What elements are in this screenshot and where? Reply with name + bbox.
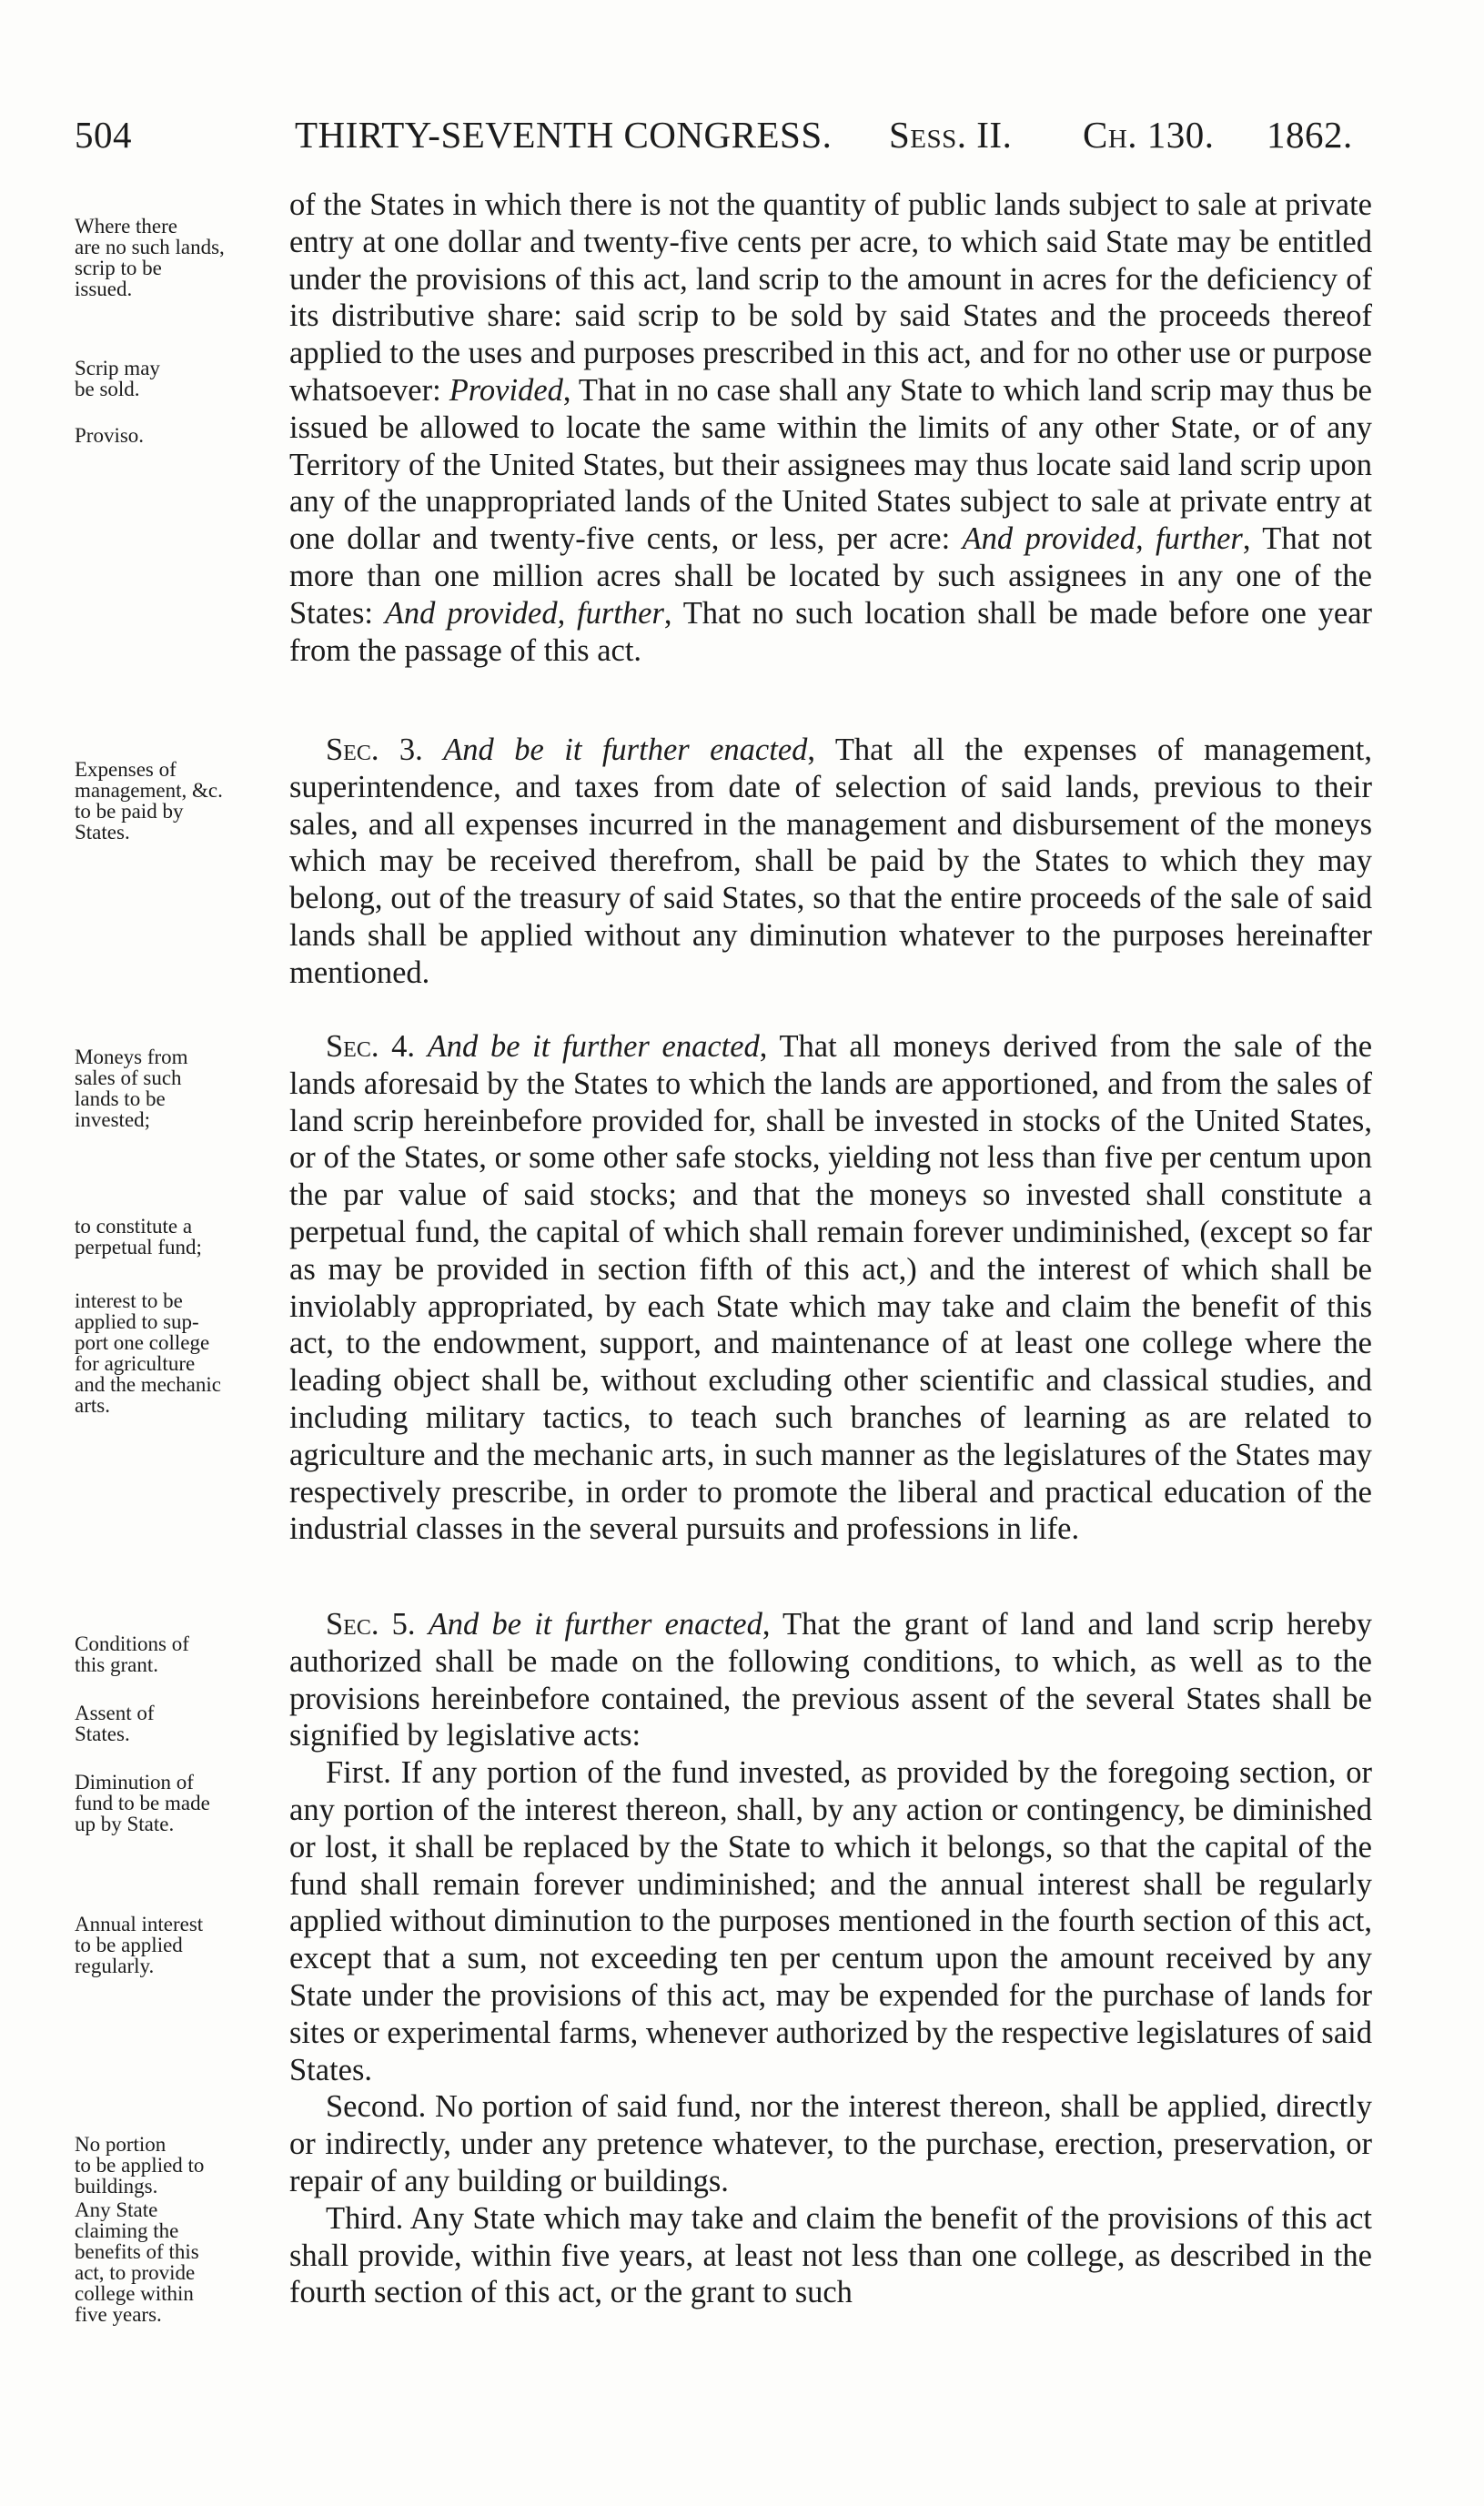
margin-note-line: Conditions of xyxy=(75,1632,189,1655)
margin-note-line: Assent of xyxy=(75,1702,155,1724)
margin-note-line: Proviso. xyxy=(75,424,145,447)
margin-note xyxy=(75,358,304,399)
margin-note-line: five years. xyxy=(75,2303,162,2326)
margin-note xyxy=(75,425,304,446)
margin-note-line: issued. xyxy=(75,278,133,300)
margin-note-line: States. xyxy=(75,821,130,844)
session-label: Sess. II. xyxy=(889,114,1013,156)
margin-note-line: scrip to be xyxy=(75,257,162,279)
section-text xyxy=(289,1028,1372,1548)
margin-note-line: Where there xyxy=(75,215,178,237)
paragraph: of the States in which there is not the quantity of public lands subject to sale at private entry at one dollar and twenty-five cents per acre, to which said State may be entitled under the provisions of this act, land scrip to the amount in acres for the deficiency of its distributive share: said scrip to be sold by said States and the proceeds thereof applied to the uses and purposes prescribed in this act, and for no other use or purpose whatsoever: Provided, That in no case shall any State to which land scrip may thus be issued be allowed to locate the same within the limits of any other State, or of any Territory of the United States, but their assignees may thus locate said land scrip upon any of the unappropriated lands of the United States subject to sale at private entry at one dollar and twenty-five cents, or less, per acre: And provided, further, That not more than one million acres shall be located by such assignees in any one of the States: And provided, further, That no such location shall be made before one year from the passage of this act. xyxy=(289,187,1373,668)
margin-note xyxy=(75,1046,304,1130)
margin-note xyxy=(75,2199,304,2325)
margin-note-line: lands to be xyxy=(75,1087,166,1110)
margin-note xyxy=(75,1216,304,1258)
margin-note-line: applied to sup- xyxy=(75,1310,199,1333)
margin-note-line: sales of such xyxy=(75,1066,182,1089)
margin-note-line: claiming the xyxy=(75,2219,179,2242)
section-text xyxy=(289,1606,1372,2311)
margin-note-line: to be applied xyxy=(75,1934,183,1956)
margin-note-line: to be applied to xyxy=(75,2154,205,2177)
margin-note-line: buildings. xyxy=(75,2175,158,2198)
margin-note xyxy=(75,759,304,843)
margin-note-line: up by State. xyxy=(75,1813,175,1835)
margin-note-line: perpetual fund; xyxy=(75,1236,202,1258)
margin-note-line: arts. xyxy=(75,1394,110,1417)
paragraph: Second. No portion of said fund, nor the interest thereon, shall be applied, directly or indirectly, under any pretence whatever, to the purchase, erection, preservation, or repair of any building or buildings. xyxy=(289,2089,1372,2198)
margin-note-line: Scrip may xyxy=(75,357,160,379)
margin-note-line: Moneys from xyxy=(75,1046,188,1068)
margin-note-line: benefits of this xyxy=(75,2240,199,2263)
margin-note-line: act, to provide xyxy=(75,2261,196,2284)
margin-note-line: management, &c. xyxy=(75,779,223,802)
paragraph: First. If any portion of the fund invested, as provided by the foregoing section, or any portion of the interest thereon, shall, by any action or contingency, be diminished or lost, it shall be replaced by the State to which it belongs, so that the capital of the fund shall remain forever undiminished; and the annual interest shall be regularly applied without diminution to the purposes mentioned in the fourth section of this act, except that a sum, not exceeding ten per centum upon the amount received by any State under the provisions of this act, may be expended for the purchase of lands for sites or experimental farms, whenever authorized by the respective legislatures of said States. xyxy=(289,1755,1372,2087)
margin-note-line: No portion xyxy=(75,2133,167,2156)
chapter-label: Ch. 130. xyxy=(1083,114,1215,156)
section-text xyxy=(289,187,1372,669)
paragraph: Sec. 4. And be it further enacted, That all moneys derived from the sale of the lands aforesaid by the States to which the lands are apportioned, and from the sales of land scrip hereinbefore provided for, shall be invested in stocks of the United States, or of the States, or some other safe stocks, yielding not less than five per centum upon the par value of said stocks; and that the moneys so invested shall constitute a perpetual fund, the capital of which shall remain forever undiminished, (except so far as may be provided in section fifth of this act,) and the interest of which shall be inviolably appropriated, by each State which may take and claim the benefit of this act, to the endowment, support, and maintenance of at least one college where the leading object shall be, without excluding other scientific and classical studies, and including military tactics, to teach such branches of learning as are related to agriculture and the mechanic arts, in such manner as the legislatures of the States may respectively prescribe, in order to promote the liberal and practical education of the industrial classes in the several pursuits and professions in life. xyxy=(289,1029,1373,1547)
section-text xyxy=(289,732,1372,992)
margin-note-line: invested; xyxy=(75,1108,151,1131)
year-label: 1862. xyxy=(1267,114,1353,156)
margin-note-line: for agriculture xyxy=(75,1352,196,1375)
paragraph: Third. Any State which may take and claim the benefit of the provisions of this act shall provide, within five years, at least not less than one college, as described in the fourth section of this act, or the grant to such xyxy=(289,2200,1372,2310)
margin-note xyxy=(75,1914,304,1976)
margin-note-line: port one college xyxy=(75,1331,210,1354)
margin-note-line: regularly. xyxy=(75,1955,155,1977)
page-number: 504 xyxy=(75,114,132,156)
margin-note xyxy=(75,1633,304,1675)
margin-note-line: are no such lands, xyxy=(75,236,225,258)
margin-note-line: interest to be xyxy=(75,1289,183,1312)
margin-note-line: Diminution of xyxy=(75,1771,194,1794)
margin-note xyxy=(75,2134,304,2197)
margin-note-line: and the mechanic xyxy=(75,1373,221,1396)
margin-note-line: States. xyxy=(75,1723,130,1745)
margin-note-line: Any State xyxy=(75,2198,158,2221)
margin-note xyxy=(75,1772,304,1834)
margin-note-line: Annual interest xyxy=(75,1913,204,1935)
margin-note xyxy=(75,216,304,299)
margin-note xyxy=(75,1290,304,1416)
paragraph: Sec. 3. And be it further enacted, That all the expenses of management, superintendence, and taxes from date of selection of said lands, previous to their sales, and all expenses incurred in the management and disbursement of the moneys which may be received therefrom, shall be paid by the States to which they may belong, out of the treasury of said States, so that the entire proceeds of the sale of said lands shall be applied without any diminution whatever to the purposes hereinafter mentioned. xyxy=(289,733,1373,990)
paragraph: Sec. 5. And be it further enacted, That the grant of land and land scrip hereby authorized shall be made on the following conditions, to which, as well as to the provisions hereinbefore contained, the previous assent of the several States shall be signified by legislative acts: xyxy=(289,1607,1372,1753)
margin-note-line: to be paid by xyxy=(75,800,184,823)
margin-note-line: college within xyxy=(75,2282,194,2305)
margin-note-line: this grant. xyxy=(75,1653,158,1676)
margin-note xyxy=(75,1703,304,1744)
margin-note-line: Expenses of xyxy=(75,758,177,781)
margin-note-line: be sold. xyxy=(75,378,140,400)
margin-note-line: fund to be made xyxy=(75,1792,210,1814)
running-header xyxy=(75,107,1385,162)
margin-note-line: to constitute a xyxy=(75,1215,193,1238)
congress-title: THIRTY-SEVENTH CONGRESS. xyxy=(295,114,833,156)
